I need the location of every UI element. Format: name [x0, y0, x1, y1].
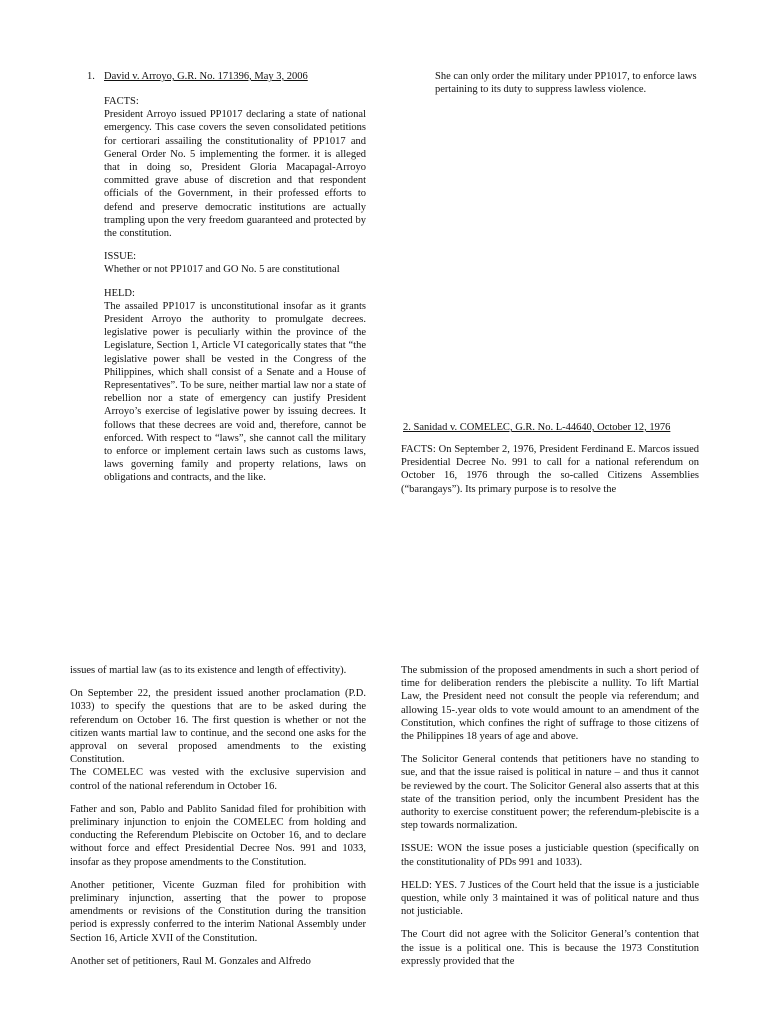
paragraph: ISSUE: WON the issue poses a justiciable question (specifically on the constitutionality of PDs 991 and 1033).	[401, 843, 699, 868]
case1-issue-label: ISSUE:	[104, 251, 137, 263]
case1-held-text: The assailed PP1017 is unconstitutional insofar as it grants President Arroyo the authority to promulgate decrees. legislative power is peculiarly within the province of the Legislature, Section 1, Article VI categorically states that “the legislative power shall be vested in the Congress of the Philippines, which shall consist of a Senate and a House of Representatives”. To be sure, neither martial law nor a state of rebellion nor a state of emergency can justify President Arroyo’s exercise of legislative power by issuing decrees. It follows that these decrees are void and, therefore, cannot be enforced. With respect to “laws”, she cannot call the military to enforce or implement certain laws such as customs laws, laws governing family and property relations, laws on obligations and contracts, and the like.	[104, 300, 366, 484]
case1-title: David v. Arroyo, G.R. No. 171396, May 3, 2006	[104, 71, 308, 82]
paragraph: On September 22, the president issued another proclamation (P.D. 1033) to specify the questions that are to be asked during the referendum on October 16. The first question is whether or not the citizen wants martial law to continue, and the second one asks for the approval on several proposed amendments to the existing Constitution. The COMELEC was vested with the exclusive supervision and control of the national referendum in October 16.	[70, 688, 366, 792]
paragraph: The Solicitor General contends that petitioners have no standing to sue, and that the issue raised is political in nature – and thus it cannot be reviewed by the court. The Solicitor General also asserts that at this state of the transition period, only the incumbent President has the authority to exercise constituent power; the referendum-plebiscite is a step towards normalization.	[401, 754, 699, 832]
paragraph: The submission of the proposed amendments in such a short period of time for deliberation renders the plebiscite a nullity. To lift Martial Law, the President need not consult the people via referendum; and allowing 15-.year olds to vote would amount to an amendment of the Constitution, which confines the right of suffrage to those citizens of the Philippines 18 years of age and above.	[401, 665, 699, 743]
case2-title: 2. Sanidad v. COMELEC, G.R. No. L-44640, October 12, 1976	[403, 422, 671, 433]
case1-held-label: HELD:	[104, 287, 135, 299]
page2-right-column	[401, 664, 699, 1024]
paragraph: Father and son, Pablo and Pablito Sanidad filed for prohibition with preliminary injunction to enjoin the COMELEC from holding and conducting the Referendum Plebiscite on October 16, and to declare without force and effect Presidential Decree Nos. 991 and 1033, insofar as they propose amendments to the Constitution.	[70, 803, 366, 868]
paragraph: issues of martial law (as to its existence and length of effectivity).	[70, 665, 347, 676]
paragraph: Another set of petitioners, Raul M. Gonzales and Alfredo	[70, 955, 311, 967]
case1-facts-text: President Arroyo issued PP1017 declaring a state of national emergency. This case covers the seven consolidated petitions for certiorari assailing the constitutionality of PP1017 and General Order No. 5 implementing the former. it is alleged that in doing so, President Gloria Macapagal-Arroyo committed grave abuse of discretion and that respondent officials of the Government, in their professed efforts to defend and preserve democratic institutions are actually trampling upon the very freedom guaranteed and protected by the constitution.	[104, 109, 366, 240]
paragraph: Another petitioner, Vicente Guzman filed for prohibition with preliminary injunction, asserting that the power to propose amendments or revisions of the Constitution during the transition period is expressly conferred to the interim National Assembly under Section 16, Article XVII of the Constitution.	[70, 879, 366, 944]
case1-facts-label: FACTS:	[104, 96, 139, 107]
case1-number: 1.	[87, 71, 95, 82]
case1-body	[104, 95, 366, 485]
page2-left-column	[70, 664, 366, 1024]
case1-continued-text: She can only order the military under PP1017, to enforce laws pertaining to its duty to suppress lawless violence.	[435, 71, 697, 96]
paragraph: The Court did not agree with the Solicitor General’s contention that the issue is a political one. This is because the 1973 Constitution expressly provided that the	[401, 929, 699, 967]
case1-issue-text: Whether or not PP1017 and GO No. 5 are constitutional	[104, 264, 340, 276]
case2-facts-text: FACTS: On September 2, 1976, President Ferdinand E. Marcos issued Presidential Decree No. 991 to call for a national referendum on October 16, 1976 through the so-called Citizens Assemblies (“barangays”). Its primary purpose is to resolve the	[401, 444, 699, 495]
paragraph: HELD: YES. 7 Justices of the Court held that the issue is a justiciable question, while only 3 maintained it was of political nature and thus not justiciable.	[401, 879, 699, 918]
